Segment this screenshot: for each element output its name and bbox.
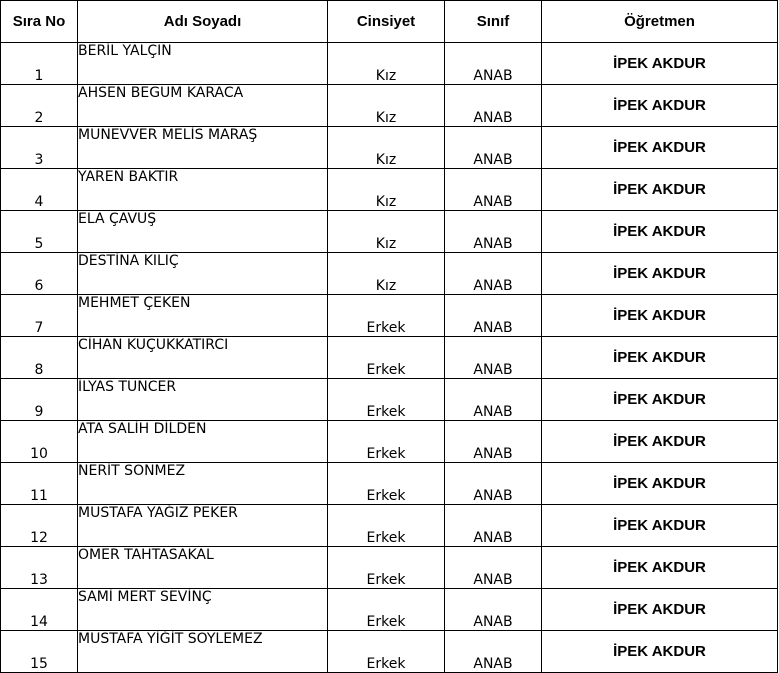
row-number: 6 (1, 253, 78, 295)
student-name: YAREN BAKTIR (78, 169, 328, 211)
student-class: ANAB (445, 211, 542, 253)
student-class: ANAB (445, 463, 542, 505)
student-name: MUSTAFA YAĞIZ PEKER (78, 505, 328, 547)
table-row (1, 505, 778, 547)
student-name: MEHMET ÇEKEN (78, 295, 328, 337)
teacher-name: İPEK AKDUR (542, 589, 778, 631)
student-gender: Kız (328, 85, 445, 127)
table-body (1, 43, 778, 673)
row-number: 9 (1, 379, 78, 421)
header-no: Sıra No (1, 1, 78, 43)
student-gender: Erkek (328, 421, 445, 463)
table-row (1, 253, 778, 295)
table-row (1, 211, 778, 253)
student-gender: Erkek (328, 463, 445, 505)
header-row (1, 1, 778, 43)
student-gender: Erkek (328, 547, 445, 589)
row-number: 5 (1, 211, 78, 253)
student-gender: Erkek (328, 505, 445, 547)
student-gender: Kız (328, 211, 445, 253)
table-row (1, 43, 778, 85)
student-name: ÖMER TAHTASAKAL (78, 547, 328, 589)
teacher-name: İPEK AKDUR (542, 169, 778, 211)
row-number: 12 (1, 505, 78, 547)
table-row (1, 589, 778, 631)
teacher-name: İPEK AKDUR (542, 337, 778, 379)
student-name: SAMİ MERT SEVİNÇ (78, 589, 328, 631)
row-number: 4 (1, 169, 78, 211)
table-row (1, 85, 778, 127)
table-row (1, 631, 778, 673)
student-class: ANAB (445, 253, 542, 295)
student-gender: Erkek (328, 631, 445, 673)
student-gender: Kız (328, 43, 445, 85)
student-class: ANAB (445, 589, 542, 631)
student-class: ANAB (445, 169, 542, 211)
student-class: ANAB (445, 85, 542, 127)
student-name: ELA ÇAVUŞ (78, 211, 328, 253)
row-number: 2 (1, 85, 78, 127)
student-class: ANAB (445, 505, 542, 547)
header-gender: Cinsiyet (328, 1, 445, 43)
student-gender: Kız (328, 169, 445, 211)
teacher-name: İPEK AKDUR (542, 631, 778, 673)
student-class: ANAB (445, 43, 542, 85)
student-name: MUSTAFA YİĞİT SÖYLEMEZ (78, 631, 328, 673)
header-name: Adı Soyadı (78, 1, 328, 43)
teacher-name: İPEK AKDUR (542, 253, 778, 295)
row-number: 8 (1, 337, 78, 379)
row-number: 10 (1, 421, 78, 463)
student-class: ANAB (445, 421, 542, 463)
row-number: 3 (1, 127, 78, 169)
teacher-name: İPEK AKDUR (542, 127, 778, 169)
student-gender: Erkek (328, 337, 445, 379)
row-number: 11 (1, 463, 78, 505)
student-name: DESTİNA KILIÇ (78, 253, 328, 295)
row-number: 15 (1, 631, 78, 673)
teacher-name: İPEK AKDUR (542, 463, 778, 505)
student-gender: Kız (328, 127, 445, 169)
student-class: ANAB (445, 379, 542, 421)
row-number: 14 (1, 589, 78, 631)
table-row (1, 337, 778, 379)
student-name: ATA SALİH DİLDEN (78, 421, 328, 463)
student-gender: Kız (328, 253, 445, 295)
student-class: ANAB (445, 547, 542, 589)
header-class: Sınıf (445, 1, 542, 43)
student-class: ANAB (445, 295, 542, 337)
row-number: 1 (1, 43, 78, 85)
table-row (1, 547, 778, 589)
teacher-name: İPEK AKDUR (542, 547, 778, 589)
header-teacher: Öğretmen (542, 1, 778, 43)
table-row (1, 421, 778, 463)
student-name: CİHAN KÜÇÜKKATIRCI (78, 337, 328, 379)
table-row (1, 463, 778, 505)
student-gender: Erkek (328, 589, 445, 631)
table-row (1, 379, 778, 421)
teacher-name: İPEK AKDUR (542, 85, 778, 127)
row-number: 13 (1, 547, 78, 589)
student-name: AHSEN BEGÜM KARACA (78, 85, 328, 127)
student-name: İLYAS TUNCER (78, 379, 328, 421)
table-row (1, 295, 778, 337)
student-class: ANAB (445, 337, 542, 379)
teacher-name: İPEK AKDUR (542, 379, 778, 421)
student-name: NERİT SÖNMEZ (78, 463, 328, 505)
teacher-name: İPEK AKDUR (542, 505, 778, 547)
student-gender: Erkek (328, 295, 445, 337)
teacher-name: İPEK AKDUR (542, 295, 778, 337)
student-class: ANAB (445, 631, 542, 673)
student-class: ANAB (445, 127, 542, 169)
teacher-name: İPEK AKDUR (542, 43, 778, 85)
teacher-name: İPEK AKDUR (542, 421, 778, 463)
student-name: MÜNEVVER MELİS MARAŞ (78, 127, 328, 169)
teacher-name: İPEK AKDUR (542, 211, 778, 253)
row-number: 7 (1, 295, 78, 337)
table-row (1, 169, 778, 211)
student-gender: Erkek (328, 379, 445, 421)
student-name: BERİL YALÇIN (78, 43, 328, 85)
table-row (1, 127, 778, 169)
